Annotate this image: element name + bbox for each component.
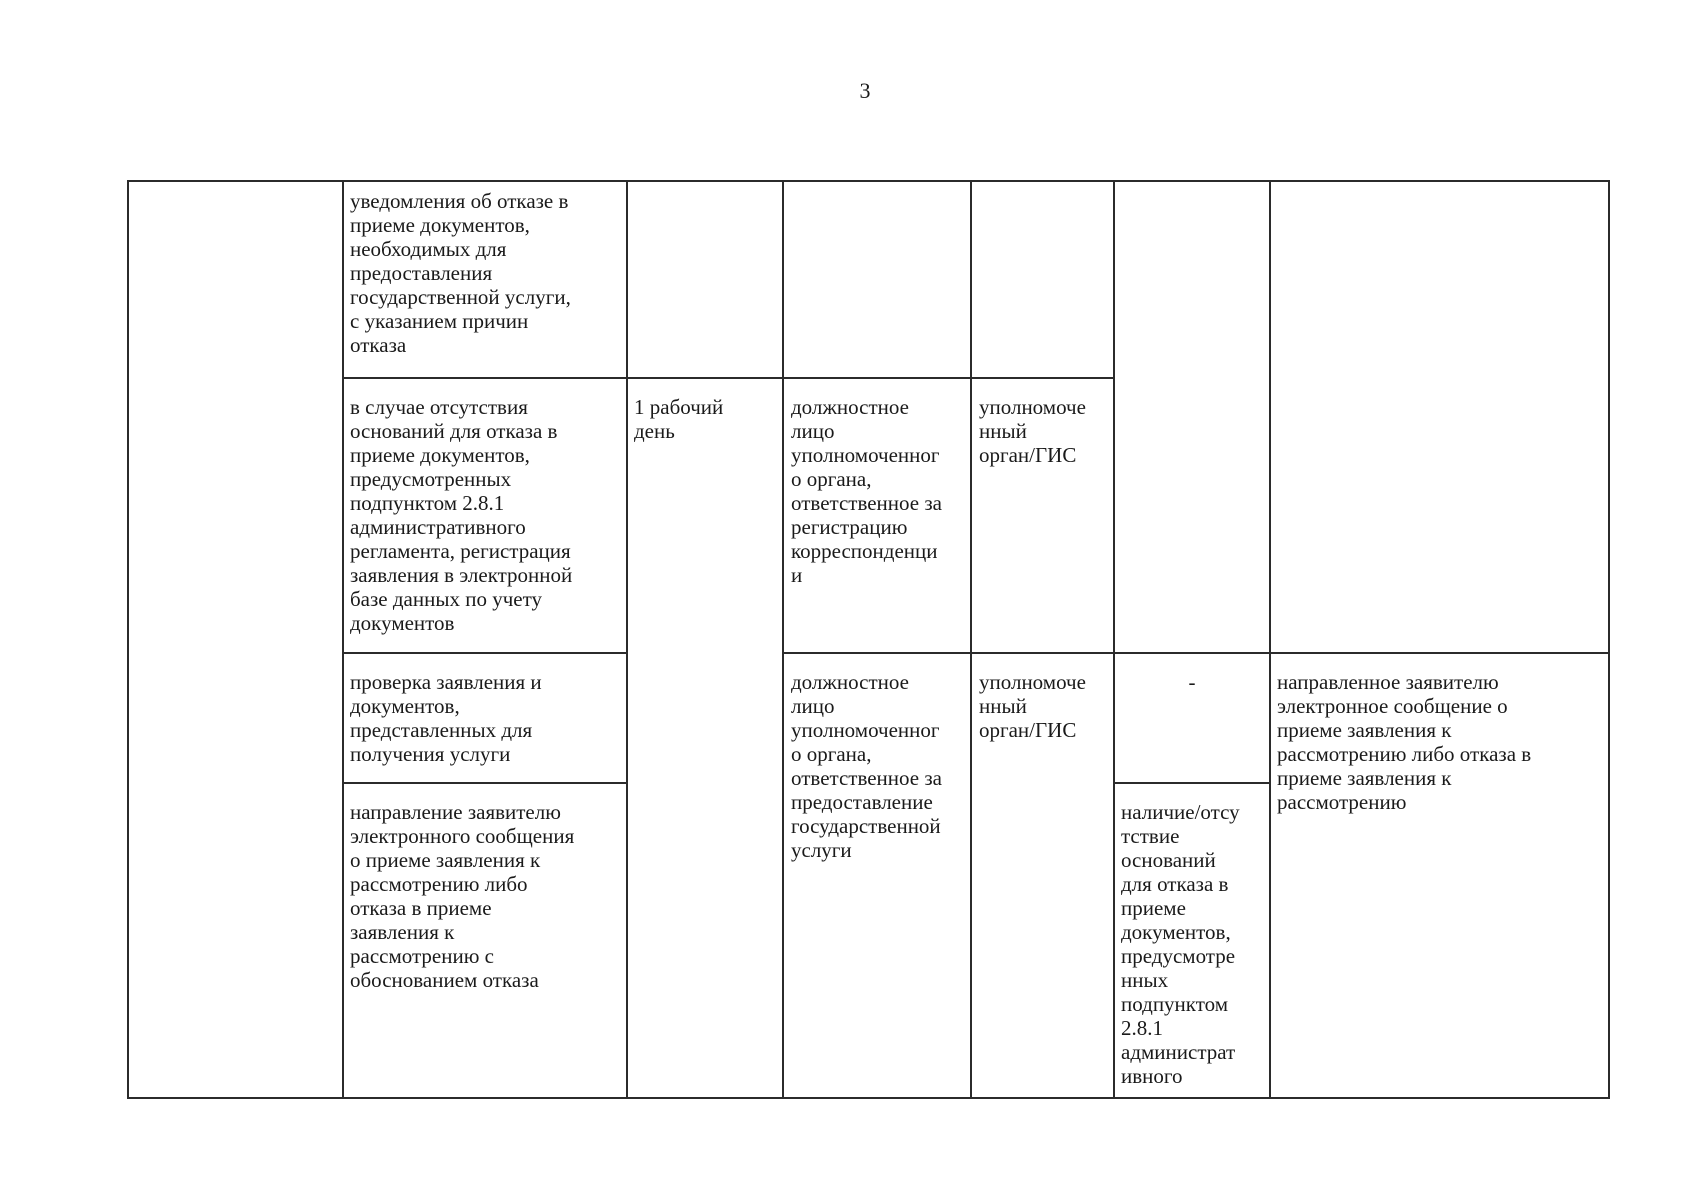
table-border-top (127, 180, 1610, 182)
row1-action-text: уведомления об отказе в приеме документов, необходимых для предоставления государственной услуги, с указанием причин отказа (350, 189, 571, 357)
row-divider-3b (1113, 782, 1269, 784)
row-divider-2a (342, 652, 626, 654)
column-divider-2 (626, 180, 628, 1098)
row3-place-text: уполномоче нный орган/ГИС (979, 670, 1086, 742)
procedure-table (127, 180, 1610, 1098)
column-divider-3 (782, 180, 784, 1098)
row4-action-text: направление заявителю электронного сообщения о приеме заявления к рассмотрению либо отказа в приеме заявления к рассмотрению с обоснованием отказа (350, 800, 575, 992)
row3-action-text: проверка заявления и документов, представленных для получения услуги (350, 670, 542, 766)
row2-place-text: уполномоче нный орган/ГИС (979, 395, 1086, 467)
row3-result-text: направленное заявителю электронное сообщение о приеме заявления к рассмотрению либо отказа в приеме заявления к рассмотрению (1277, 670, 1532, 814)
row3-criteria-text: - (1188, 670, 1196, 694)
table-border-left (127, 180, 129, 1098)
table-border-right (1608, 180, 1610, 1098)
row-divider-2b (782, 652, 1608, 654)
page-number: 3 (859, 78, 871, 103)
column-divider-1 (342, 180, 344, 1098)
row2-responsible-text: должностное лицо уполномоченног о органа, ответственное за регистрацию корреспонденци и (791, 395, 942, 587)
row3-responsible-text: должностное лицо уполномоченног о органа, ответственное за предоставление государственной услуги (791, 670, 942, 862)
column-divider-4 (970, 180, 972, 1098)
column-divider-5 (1113, 180, 1115, 1098)
row-divider-1 (342, 377, 1113, 379)
row-divider-3a (342, 782, 626, 784)
row2-duration-text: 1 рабочий день (634, 395, 724, 443)
column-divider-6 (1269, 180, 1271, 1098)
table-border-bottom (127, 1097, 1610, 1099)
row4-criteria-text: наличие/отсу тствие оснований для отказа в приеме документов, предусмотре нных подпунктом 2.8.1 администрат ивного (1121, 800, 1240, 1088)
row2-action-text: в случае отсутствия оснований для отказа в приеме документов, предусмотренных подпунктом 2.8.1 административного регламента, регистрация заявления в электронной базе данных по учету документов (350, 395, 573, 635)
